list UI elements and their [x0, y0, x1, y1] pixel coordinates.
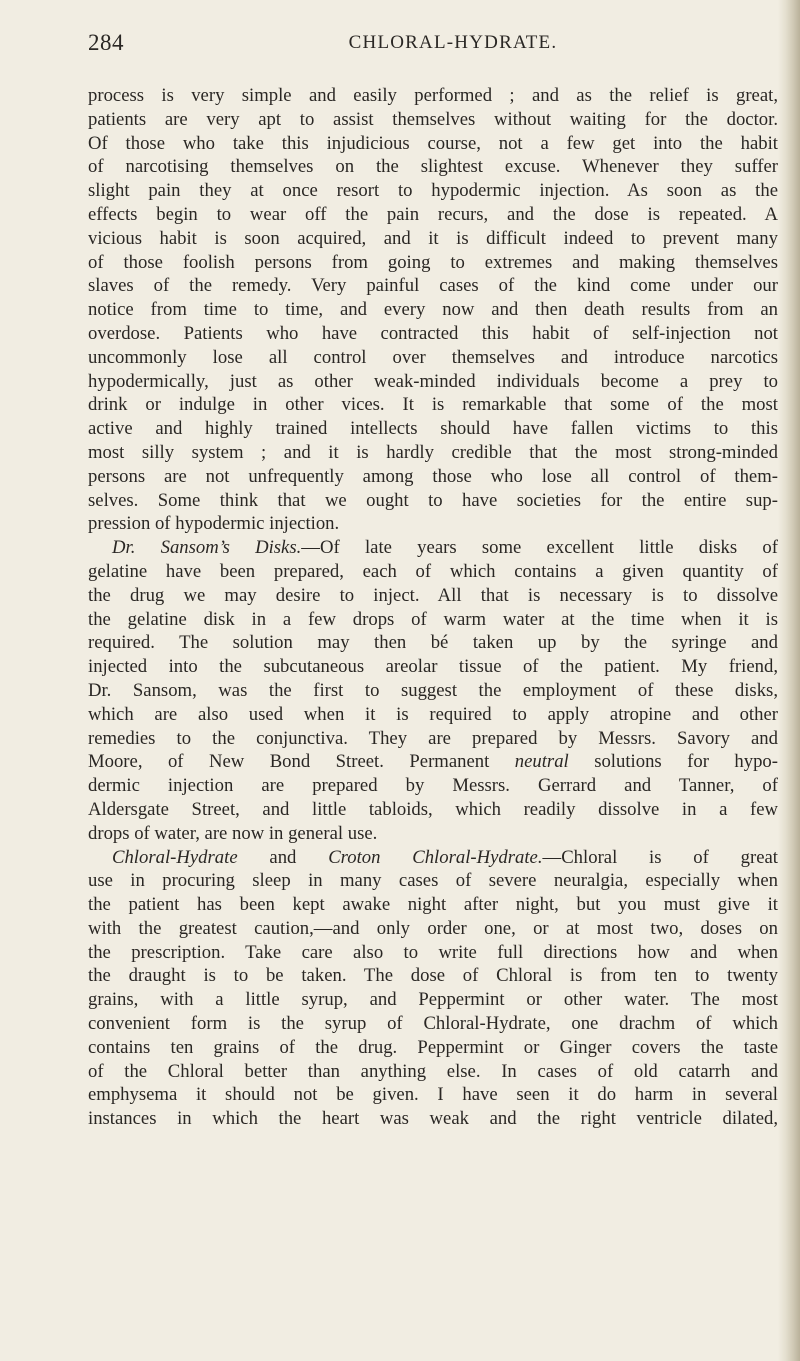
text-line	[88, 298, 778, 322]
text-segment: Moore, of New Bond Street. Permanent	[88, 751, 515, 773]
text-line	[88, 227, 778, 251]
text-segment: most silly system ; and it is hardly credible that the most strong-minded	[88, 441, 778, 463]
text-line	[88, 512, 778, 536]
text-segment: uncommonly lose all control over themselves and introduce narcotics	[88, 346, 778, 368]
text-line	[88, 1036, 778, 1060]
text-line	[88, 417, 778, 441]
text-segment: required. The solution may then bé taken up by the syringe and	[88, 632, 778, 654]
text-line	[88, 750, 778, 774]
text-line	[88, 917, 778, 941]
text-segment: the drug we may desire to inject. All that is necessary is to dissolve	[88, 584, 778, 606]
text-segment: hypodermically, just as other weak-minded individuals become a prey to	[88, 370, 778, 392]
text-line	[88, 108, 778, 132]
text-line	[88, 370, 778, 394]
text-line	[88, 822, 778, 846]
text-segment: overdose. Patients who have contracted this habit of self-injection not	[88, 322, 778, 344]
text-line	[88, 655, 778, 679]
page-header	[88, 30, 778, 60]
text-segment: which are also used when it is required to apply atropine and other	[88, 703, 778, 725]
text-segment: the patient has been kept awake night after night, but you must give it	[88, 894, 778, 916]
text-segment: effects begin to wear off the pain recurs, and the dose is repeated. A	[88, 203, 778, 225]
text-segment: slaves of the remedy. Very painful cases of the kind come under our	[88, 275, 778, 297]
text-segment: slight pain they at once resort to hypodermic injection. As soon as the	[88, 180, 778, 202]
text-line	[88, 1107, 778, 1131]
text-line	[88, 584, 778, 608]
text-line	[88, 274, 778, 298]
text-line	[88, 251, 778, 275]
text-segment: active and highly trained intellects should have fallen victims to this	[88, 418, 778, 440]
text-line	[88, 846, 778, 870]
italic-text: Chloral-Hydrate	[112, 846, 238, 868]
text-segment: —Of late years some excellent little disks of	[301, 537, 778, 559]
text-segment: process is very simple and easily performed ; and as the relief is great,	[88, 85, 778, 106]
text-line	[88, 727, 778, 751]
text-line	[88, 322, 778, 346]
text-segment: use in procuring sleep in many cases of severe neuralgia, especially when	[88, 870, 778, 892]
text-segment: the gelatine disk in a few drops of warm water at the time when it is	[88, 608, 778, 630]
text-line	[88, 631, 778, 655]
page-edge-shadow	[778, 0, 800, 1361]
text-segment: vicious habit is soon acquired, and it is difficult indeed to prevent many	[88, 227, 778, 249]
text-segment: dermic injection are prepared by Messrs. Gerrard and Tanner, of	[88, 775, 778, 797]
text-segment: drops of water, are now in general use.	[88, 822, 378, 844]
text-line	[88, 203, 778, 227]
text-line	[88, 465, 778, 489]
text-segment: with the greatest caution,—and only order one, or at most two, doses on	[88, 917, 778, 939]
text-segment: remedies to the conjunctiva. They are prepared by Messrs. Savory and	[88, 727, 778, 749]
text-segment: pression of hypodermic injection.	[88, 513, 340, 535]
page-number: 284	[88, 30, 124, 55]
text-segment: instances in which the heart was weak and the right ventricle dilated,	[88, 1108, 778, 1130]
text-segment: —Chloral is of great	[542, 846, 779, 868]
italic-text: Croton Chloral-Hydrate.	[328, 846, 543, 868]
italic-text: neutral	[514, 751, 569, 773]
text-segment: patients are very apt to assist themselves without waiting for the doctor.	[88, 108, 778, 130]
text-line	[88, 536, 778, 560]
text-line	[88, 489, 778, 513]
text-segment: drink or indulge in other vices. It is remarkable that some of the most	[88, 394, 778, 416]
text-segment: notice from time to time, and every now and then death results from an	[88, 299, 778, 321]
body-text	[88, 84, 778, 1131]
text-segment: Of those who take this injudicious course, not a few get into the habit	[88, 132, 778, 154]
text-line	[88, 608, 778, 632]
text-segment: the draught is to be taken. The dose of Chloral is from ten to twenty	[88, 965, 778, 987]
text-segment: grains, with a little syrup, and Peppermint or other water. The most	[88, 989, 778, 1011]
text-segment: the prescription. Take care also to write full directions how and when	[88, 941, 778, 963]
text-line	[88, 84, 778, 108]
text-line	[88, 132, 778, 156]
text-line	[88, 441, 778, 465]
text-segment: of narcotising themselves on the slightest excuse. Whenever they suffer	[88, 156, 778, 178]
text-segment: of the Chloral better than anything else. In cases of old catarrh and	[88, 1060, 778, 1082]
text-line	[88, 893, 778, 917]
text-line	[88, 1012, 778, 1036]
text-line	[88, 393, 778, 417]
text-segment: of those foolish persons from going to extremes and making themselves	[88, 251, 778, 273]
text-line	[88, 774, 778, 798]
text-segment: Aldersgate Street, and little tabloids, which readily dissolve in a few	[88, 798, 778, 820]
text-line	[88, 941, 778, 965]
text-line	[88, 155, 778, 179]
text-segment: selves. Some think that we ought to have societies for the entire sup-	[88, 489, 778, 511]
text-segment: gelatine have been prepared, each of which contains a given quantity of	[88, 560, 778, 582]
text-line	[88, 1060, 778, 1084]
text-line	[88, 703, 778, 727]
text-segment: injected into the subcutaneous areolar tissue of the patient. My friend,	[88, 656, 778, 678]
text-line	[88, 179, 778, 203]
text-line	[88, 964, 778, 988]
text-segment: Dr. Sansom, was the first to suggest the employment of these disks,	[88, 679, 778, 701]
text-line	[88, 560, 778, 584]
text-line	[88, 988, 778, 1012]
text-line	[88, 798, 778, 822]
text-segment: emphysema it should not be given. I have seen it do harm in several	[88, 1084, 778, 1106]
text-line	[88, 869, 778, 893]
text-line	[88, 1083, 778, 1107]
text-segment: contains ten grains of the drug. Peppermint or Ginger covers the taste	[88, 1036, 778, 1058]
italic-text: Dr. Sansom’s Disks.	[112, 537, 302, 559]
text-segment: and	[237, 846, 329, 868]
text-line	[88, 679, 778, 703]
text-segment: solutions for hypo-	[568, 751, 778, 773]
text-line	[88, 346, 778, 370]
text-segment: convenient form is the syrup of Chloral-Hydrate, one drachm of which	[88, 1013, 778, 1035]
text-segment: persons are not unfrequently among those who lose all control of them-	[88, 465, 778, 487]
running-head: CHLORAL-HYDRATE.	[348, 32, 558, 53]
